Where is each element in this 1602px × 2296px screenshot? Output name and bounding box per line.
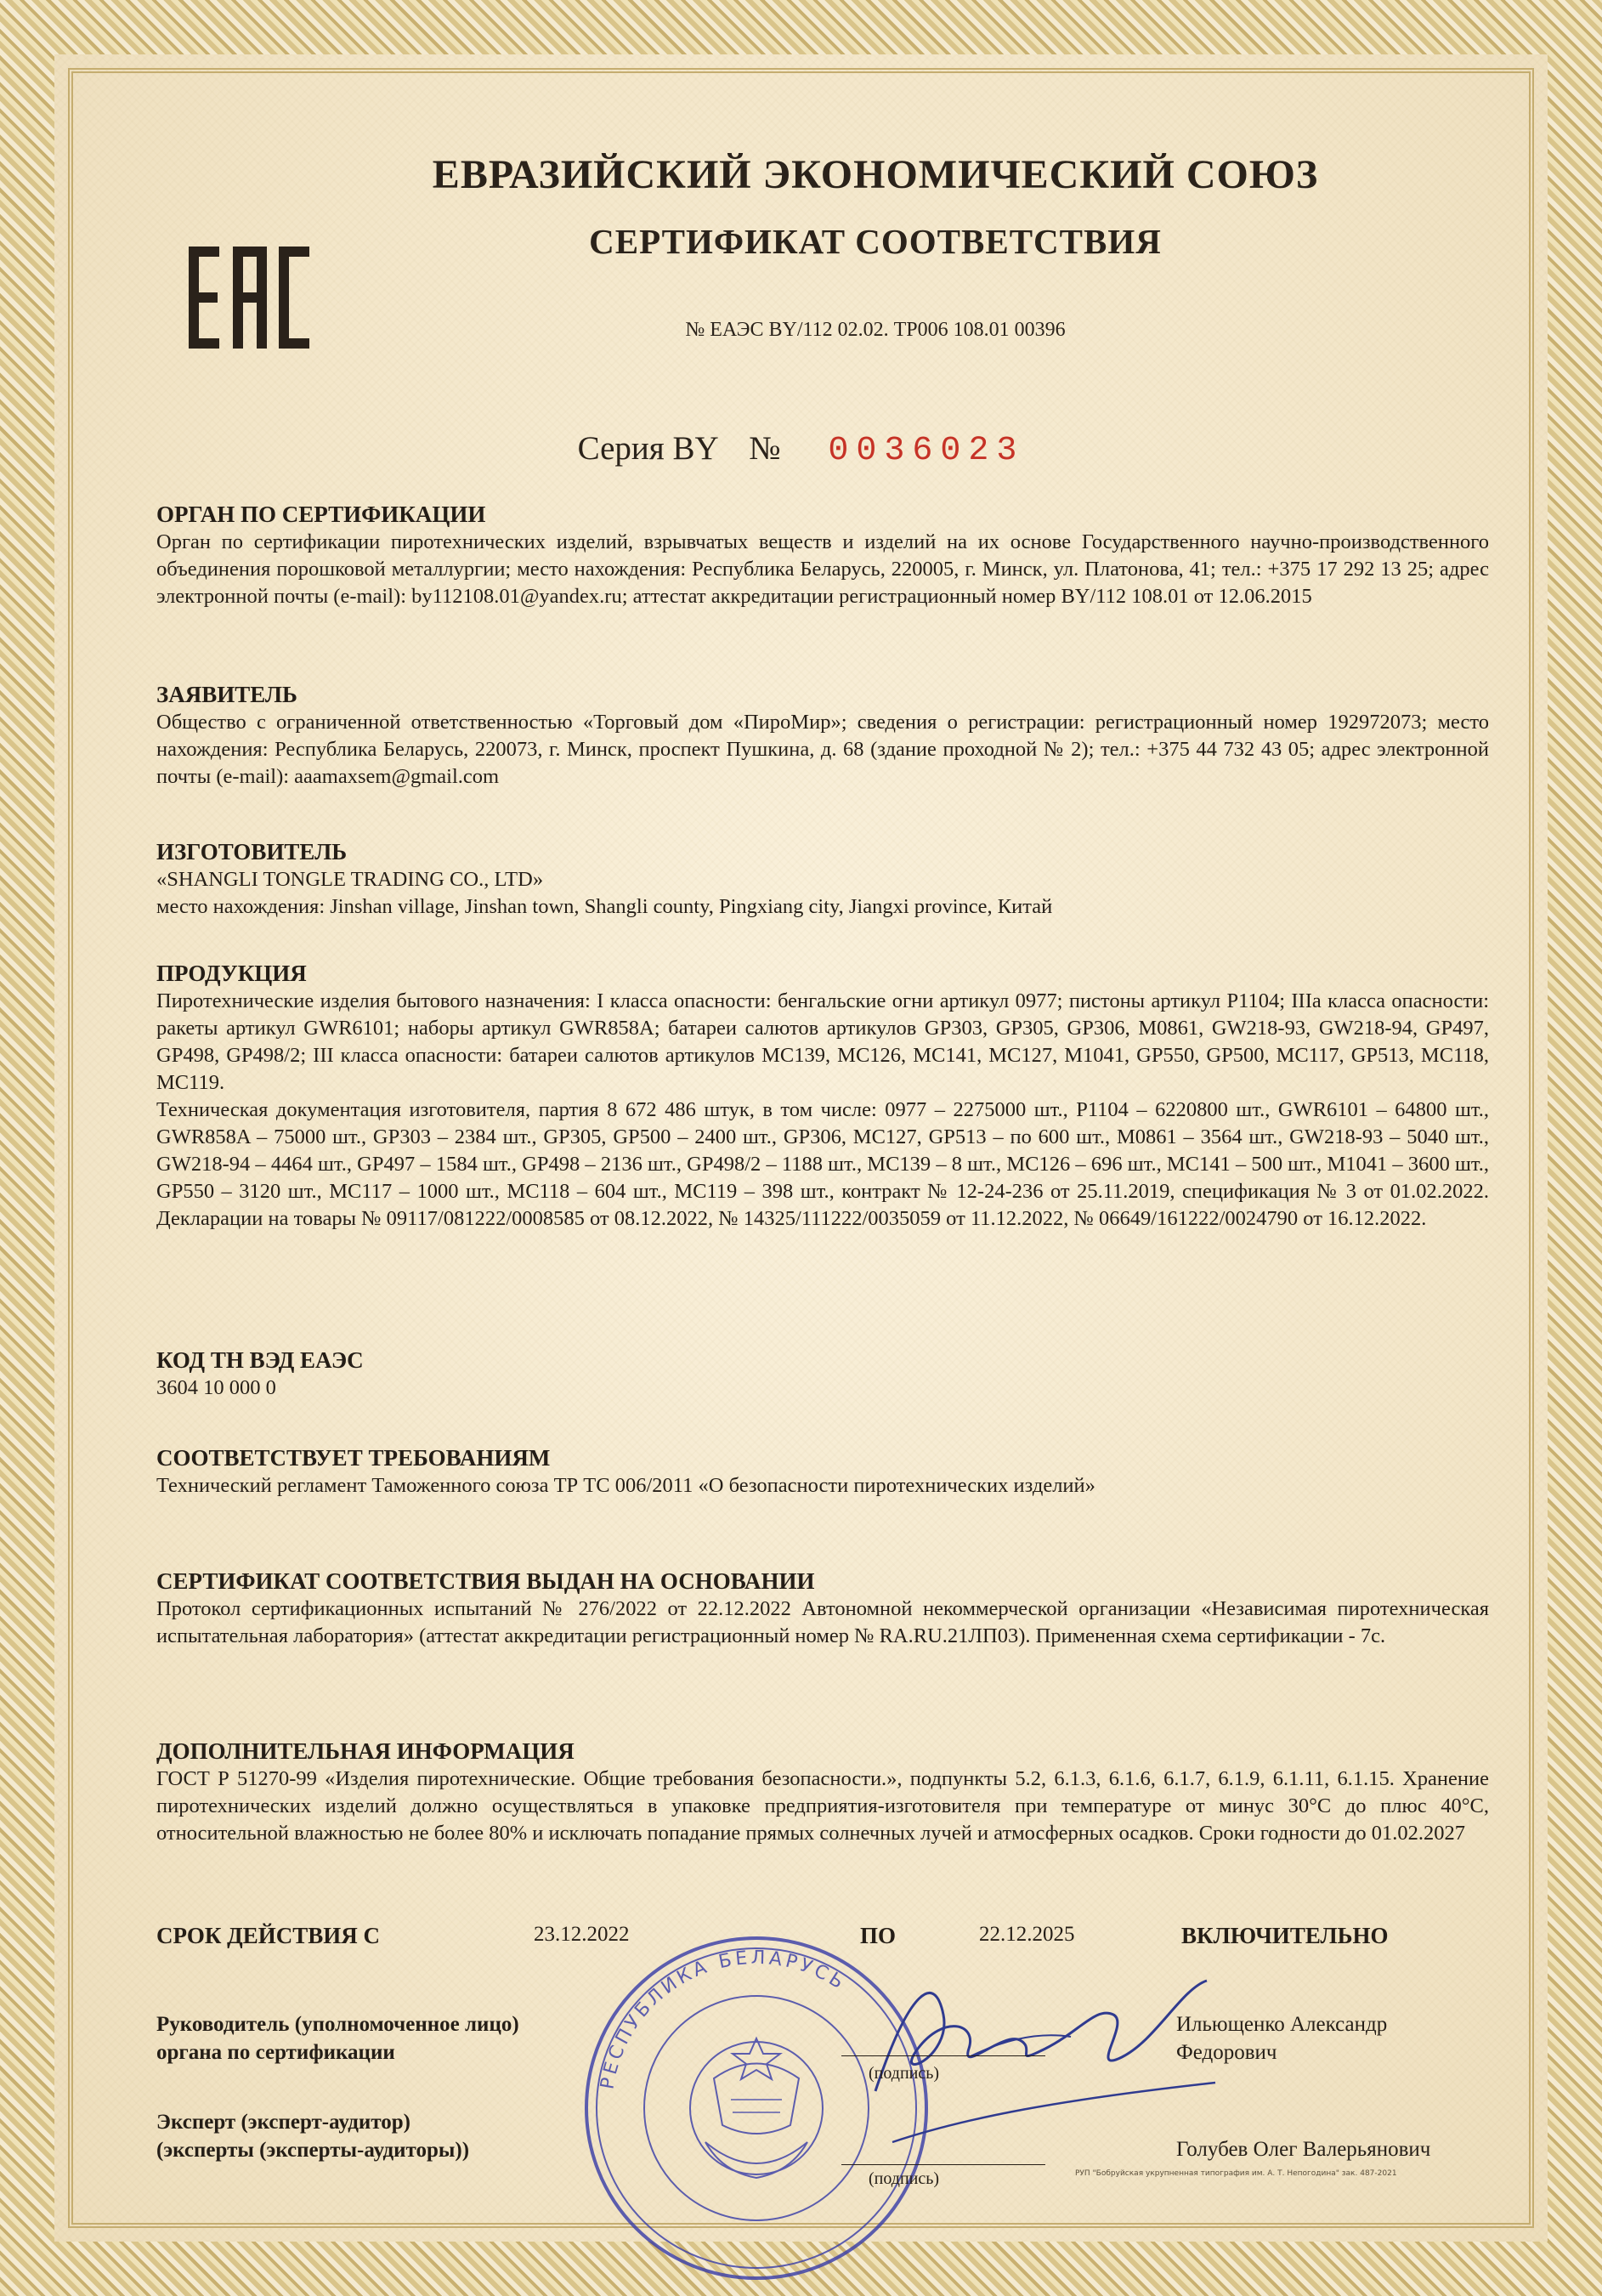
head-name-line-2: Федорович: [1176, 2041, 1277, 2064]
section-conforms: [156, 1443, 1489, 1499]
validity-from: 23.12.2022: [534, 1923, 630, 1946]
section-manufacturer: [156, 837, 1489, 921]
serial-number: 0036023: [828, 432, 1025, 470]
section-body: 3604 10 000 0: [156, 1376, 276, 1399]
validity-inclusive: ВКЛЮЧИТЕЛЬНО: [1181, 1923, 1389, 1948]
section-title: ОРГАН ПО СЕРТИФИКАЦИИ: [156, 502, 486, 527]
signature-icon: [841, 1955, 1224, 2159]
validity-label: СРОК ДЕЙСТВИЯ С: [156, 1923, 381, 1948]
head-label-line-1: Руководитель (уполномоченное лицо): [156, 2013, 519, 2036]
expert-signature-caption: (подпись): [869, 2169, 940, 2188]
section-code: [156, 1346, 1489, 1402]
section-additional: [156, 1737, 1489, 1847]
head-signatory-block: [156, 2010, 519, 2066]
expert-name: Голубев Олег Валерьянович: [1176, 2138, 1431, 2161]
union-heading: ЕВРАЗИЙСКИЙ ЭКОНОМИЧЕСКИЙ СОЮЗ: [432, 152, 1319, 197]
product-description: Пиротехнические изделия бытового назначения: I класса опасности: бенгальские огни артикул 0977; пистоны артикул P1104; IIIa класса опасности: ракеты артикул GWR6101; наборы артикул GWR858A; батареи салютов артикулов GP303, GP305, GP306, M0861, GW218-93, GW218-94, GP497, GP498, GP498/2; III класса опасности: батареи салютов артикулов MC139, MC126, MC141, MC127, M1041, GP550, GP500, MC117, GP513, MC118, MC119.: [156, 989, 1489, 1094]
section-title: ДОПОЛНИТЕЛЬНАЯ ИНФОРМАЦИЯ: [156, 1738, 575, 1764]
expert-label-line-1: Эксперт (эксперт-аудитор): [156, 2111, 411, 2134]
eac-mark-icon: [189, 247, 309, 349]
validity-to: 22.12.2025: [979, 1923, 1075, 1946]
expert-signatory-block: [156, 2108, 469, 2164]
manufacturer-name: «SHANGLI TONGLE TRADING CO., LTD»: [156, 868, 544, 891]
section-body: Технический регламент Таможенного союза ТР ТС 006/2011 «О безопасности пиротехнических изделий»: [156, 1474, 1095, 1497]
series-label: Серия BY: [577, 430, 719, 467]
section-title: КОД ТН ВЭД ЕАЭС: [156, 1347, 364, 1373]
section-body: Протокол сертификационных испытаний № 276/2022 от 22.12.2022 Автономной некоммерческой организации «Независимая пиротехническая испытательная лаборатория» (аттестат аккредитации регистрационный номер № RA.RU.21ЛП03). Примененная схема сертификации - 7с.: [156, 1597, 1489, 1647]
section-body: ГОСТ Р 51270-99 «Изделия пиротехнические. Общие требования безопасности.», подпункты 5.2, 6.1.3, 6.1.6, 6.1.7, 6.1.9, 6.1.11, 6.1.15. Хранение пиротехнических изделий должно осуществляться в упаковке предприятия-изготовителя при температуре от минус 30°С до плюс 40°С, относительной влажностью не более 80% и исключать попадание прямых солнечных лучей и атмосферных осадков. Сроки годности до 01.02.2027: [156, 1767, 1489, 1845]
seal-text: РЕСПУБЛИКА БЕЛАРУСЬ: [597, 1947, 851, 2091]
head-signature-line: [841, 2055, 1045, 2056]
expert-label-line-2: (эксперты (эксперты-аудиторы)): [156, 2139, 470, 2162]
registration-number: № ЕАЭС BY/112 02.02. ТР006 108.01 00396: [685, 319, 1066, 341]
section-product: [156, 959, 1489, 1233]
section-basis: [156, 1567, 1489, 1650]
validity-to-label: ПО: [860, 1923, 897, 1948]
section-body: Общество с ограниченной ответственностью «Торговый дом «ПироМир»; сведения о регистрации: регистрационный номер 192972073; место нахождения: Республика Беларусь, 220073, г. Минск, проспект Пушкина, д. 68 (здание проходной № 2); тел.: +375 44 732 43 05; адрес электронной почты (e-mail): aaamaxsem@gmail.com: [156, 711, 1489, 788]
section-title: ПРОДУКЦИЯ: [156, 961, 307, 986]
manufacturer-address: место нахождения: Jinshan village, Jinshan town, Shangli county, Pingxiang city, Jiangxi province, Китай: [156, 895, 1053, 918]
head-name-line-1: Ильющенко Александр: [1176, 2013, 1388, 2036]
section-title: СЕРТИФИКАТ СООТВЕТСТВИЯ ВЫДАН НА ОСНОВАНИИ: [156, 1568, 815, 1594]
product-documentation: Техническая документация изготовителя, партия 8 672 486 штук, в том числе: 0977 – 2275000 шт., P1104 – 6220800 шт., GWR6101 – 64800 шт., GWR858A – 75000 шт., GP303 – 2384 шт., GP305, GP500 – 2400 шт., GP306, MC127, GP513 – по 600 шт., M0861 – 3564 шт., GW218-93 – 5040 шт., GW218-94 – 4464 шт., GP497 – 1584 шт., GP498 – 2136 шт., GP498/2 – 1188 шт., MC139 – 8 шт., MC126 – 696 шт., MC141 – 500 шт., M1041 – 3600 шт., GP550 – 3120 шт., MC117 – 1000 шт., MC118 – 604 шт., MC119 – 398 шт., контракт № 12-24-236 от 25.11.2019, спецификация № 3 от 01.02.2022. Декларации на товары № 09117/081222/0008585 от 08.12.2022, № 14325/111222/0035059 от 11.12.2022, № 06649/161222/0024790 от 16.12.2022.: [156, 1098, 1489, 1230]
section-body: [156, 988, 1489, 1233]
section-title: СООТВЕТСТВУЕТ ТРЕБОВАНИЯМ: [156, 1445, 551, 1471]
section-title: ИЗГОТОВИТЕЛЬ: [156, 839, 348, 865]
section-applicant: [156, 680, 1489, 791]
series-line: [0, 429, 1602, 470]
number-sign: №: [749, 430, 781, 467]
section-body: Орган по сертификации пиротехнических изделий, взрывчатых веществ и изделий на их основе Государственного научно-производственного объединения порошковой металлургии; место нахождения: Республика Беларусь, 220005, г. Минск, ул. Платонова, 41; тел.: +375 17 292 13 25; адрес электронной почты (e-mail): by112108.01@yandex.ru; аттестат аккредитации регистрационный номер BY/112 108.01 от 12.06.2015: [156, 530, 1489, 608]
head-signature-caption: (подпись): [869, 2064, 940, 2083]
section-title: ЗАЯВИТЕЛЬ: [156, 682, 297, 707]
head-name-block: [1176, 2010, 1387, 2066]
printer-note: РУП "Бобруйская укрупненная типография им. А. Т. Непогодина" зак. 487-2021: [1075, 2169, 1397, 2178]
eac-mark-svg: [189, 247, 309, 349]
expert-signature-line: [841, 2164, 1045, 2165]
section-organ: [156, 500, 1489, 610]
certificate-title: СЕРТИФИКАТ СООТВЕТСТВИЯ: [589, 222, 1162, 261]
head-label-line-2: органа по сертификации: [156, 2041, 395, 2064]
